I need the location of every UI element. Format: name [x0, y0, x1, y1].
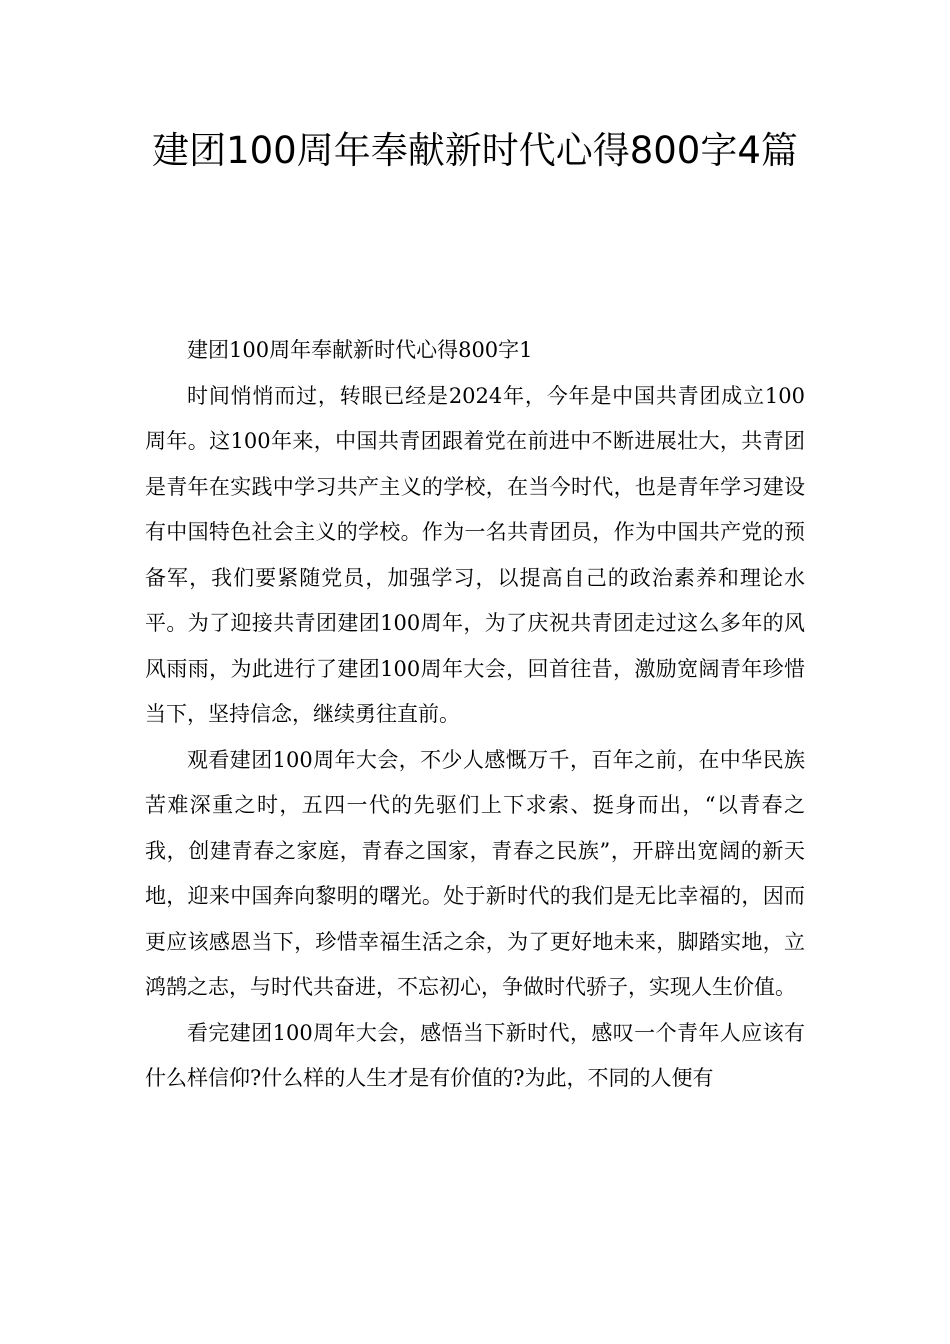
paragraph-1: 时间悄悄而过，转眼已经是2024年，今年是中国共青团成立100周年。这100年来，中国共青团跟着党在前进中不断进展壮大，共青团是青年在实践中学习共产主义的学校，在当今时代，也是青年学习建设有中国特色社会主义的学校。作为一名共青团员，作为中国共产党的预备军，我们要紧随党员，加强学习，以提高自己的政治素养和理论水平。为了迎接共青团建团100周年，为了庆祝共青团走过这么多年的风风雨雨，为此进行了建团100周年大会，回首往昔，激励宽阔青年珍惜当下，坚持信念，继续勇往直前。	[145, 383, 805, 726]
paragraph-2: 观看建团100周年大会，不少人感慨万千，百年之前，在中华民族苦难深重之时，五四一代的先驱们上下求索、挺身而出，“以青春之我，创建青春之家庭，青春之国家，青春之民族”，开辟出宽阔的新天地，迎来中国奔向黎明的曙光。处于新时代的我们是无比幸福的，因而更应该感恩当下，珍惜幸福生活之余，为了更好地未来，脚踏实地，立鸿鹄之志，与时代共奋进，不忘初心，争做时代骄子，实现人生价值。	[145, 747, 805, 999]
document-title: 建团100周年奉献新时代心得800字4篇	[152, 129, 798, 172]
section-heading: 建团100周年奉献新时代心得800字1	[187, 338, 533, 362]
document-body	[145, 328, 805, 1102]
paragraph-3: 看完建团100周年大会，感悟当下新时代，感叹一个青年人应该有什么样信仰?什么样的人生才是有价值的?为此，不同的人便有	[145, 1020, 805, 1090]
